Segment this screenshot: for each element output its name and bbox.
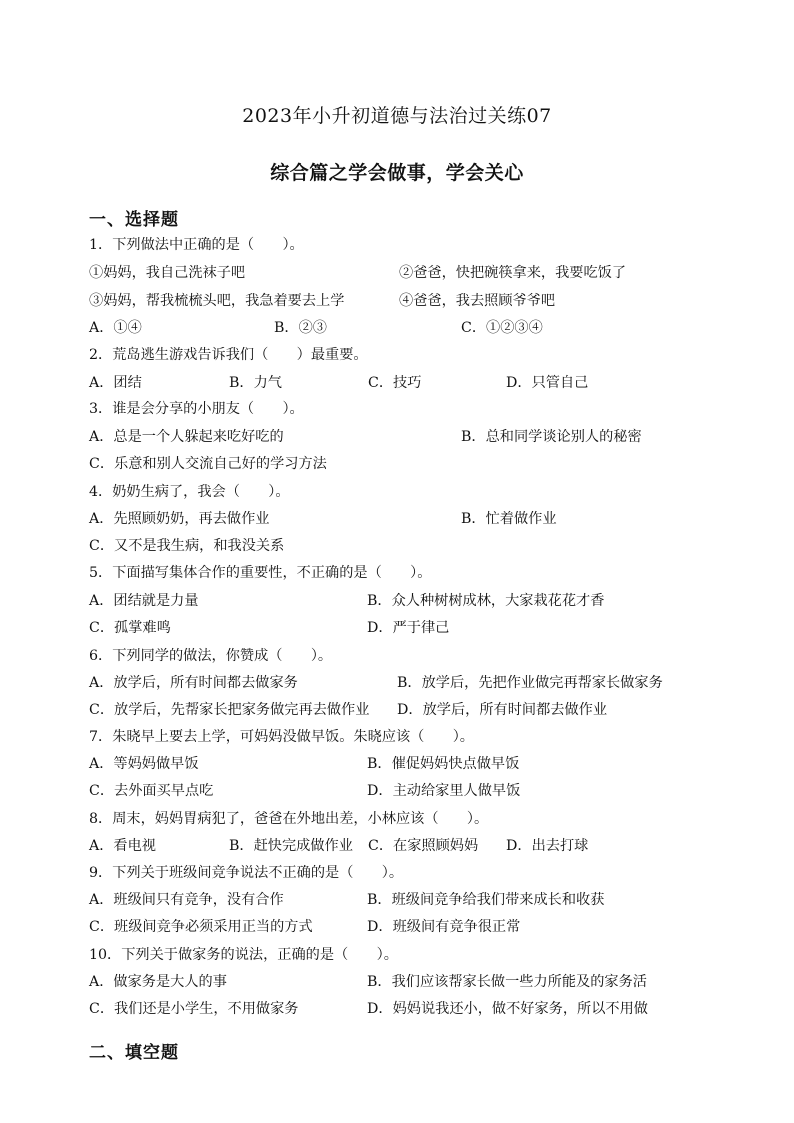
answer-option: C．我们还是小学生，不用做家务 [89,1001,299,1017]
answer-option: D．妈妈说我还小，做不好家务，所以不用做 [367,1001,648,1017]
answer-option: A．等妈妈做早饭 [89,756,199,772]
question-stem: 7．朱晓早上要去上学，可妈妈没做早饭。朱晓应该（ ）。 [89,729,474,745]
answer-option: D．出去打球 [506,838,589,854]
answer-option: ②爸爸，快把碗筷拿来，我要吃饭了 [399,265,627,281]
answer-option: B．催促妈妈快点做早饭 [367,756,520,772]
answer-option: B．总和同学谈论别人的秘密 [461,429,642,445]
answer-option: ①妈妈，我自己洗袜子吧 [89,265,246,281]
answer-option: C．班级间竞争必须采用正当的方式 [89,919,313,935]
answer-option: B．放学后，先把作业做完再帮家长做家务 [397,675,663,691]
section-heading-choice: 一、选择题 [89,210,179,230]
answer-option: A．先照顾奶奶，再去做作业 [89,511,270,527]
answer-option: B．赶快完成做作业 [229,838,353,854]
question-stem: 2．荒岛逃生游戏告诉我们（ ）最重要。 [89,347,368,363]
answer-option: B．我们应该帮家长做一些力所能及的家务活 [367,974,647,990]
answer-option: ③妈妈，帮我梳梳头吧，我急着要去上学 [89,293,345,309]
answer-option: B．力气 [229,375,282,391]
answer-option: B．②③ [274,320,327,336]
question-stem: 10．下列关于做家务的说法，正确的是（ ）。 [89,947,398,963]
section-heading-fill: 二、填空题 [89,1043,179,1063]
answer-option: A．团结 [89,375,142,391]
answer-option: C．孤掌难鸣 [89,620,171,636]
question-stem: 6．下列同学的做法，你赞成（ ）。 [89,648,333,664]
question-stem: 9．下列关于班级间竞争说法不正确的是（ ）。 [89,865,404,881]
answer-option: B．班级间竞争给我们带来成长和收获 [367,892,605,908]
answer-option: C．放学后，先帮家长把家务做完再去做作业 [89,702,370,718]
answer-option: C．乐意和别人交流自己好的学习方法 [89,456,327,472]
question-stem: 8．周末，妈妈胃病犯了，爸爸在外地出差，小林应该（ ）。 [89,811,489,827]
answer-option: C．又不是我生病，和我没关系 [89,538,285,554]
answer-option: B．忙着做作业 [461,511,557,527]
answer-option: D．主动给家里人做早饭 [367,783,521,799]
question-stem: 3．谁是会分享的小朋友（ ）。 [89,401,304,417]
answer-option: A．看电视 [89,838,156,854]
answer-option: D．严于律己 [367,620,450,636]
answer-option: D．只管自己 [506,375,589,391]
answer-option: A．①④ [89,320,142,336]
answer-option: D．放学后，所有时间都去做作业 [397,702,608,718]
document-subtitle: 综合篇之学会做事，学会关心 [270,162,524,184]
answer-option: B．众人种树树成林，大家栽花花才香 [367,593,605,609]
answer-option: D．班级间有竞争很正常 [367,919,521,935]
answer-option: A．做家务是大人的事 [89,974,227,990]
question-stem: 5．下面描写集体合作的重要性，不正确的是（ ）。 [89,565,432,581]
answer-option: C．在家照顾妈妈 [368,838,479,854]
question-stem: 1．下列做法中正确的是（ ）。 [89,237,304,253]
question-stem: 4．奶奶生病了，我会（ ）。 [89,484,290,500]
answer-option: C．技巧 [368,375,422,391]
answer-option: A．团结就是力量 [89,593,199,609]
answer-option: C．去外面买早点吃 [89,783,214,799]
answer-option: A．总是一个人躲起来吃好吃的 [89,429,284,445]
answer-option: A．放学后，所有时间都去做家务 [89,675,298,691]
answer-option: C．①②③④ [461,320,543,336]
document-title: 2023年小升初道德与法治过关练07 [242,105,552,127]
answer-option: ④爸爸，我去照顾爷爷吧 [399,293,556,309]
answer-option: A．班级间只有竞争，没有合作 [89,892,284,908]
